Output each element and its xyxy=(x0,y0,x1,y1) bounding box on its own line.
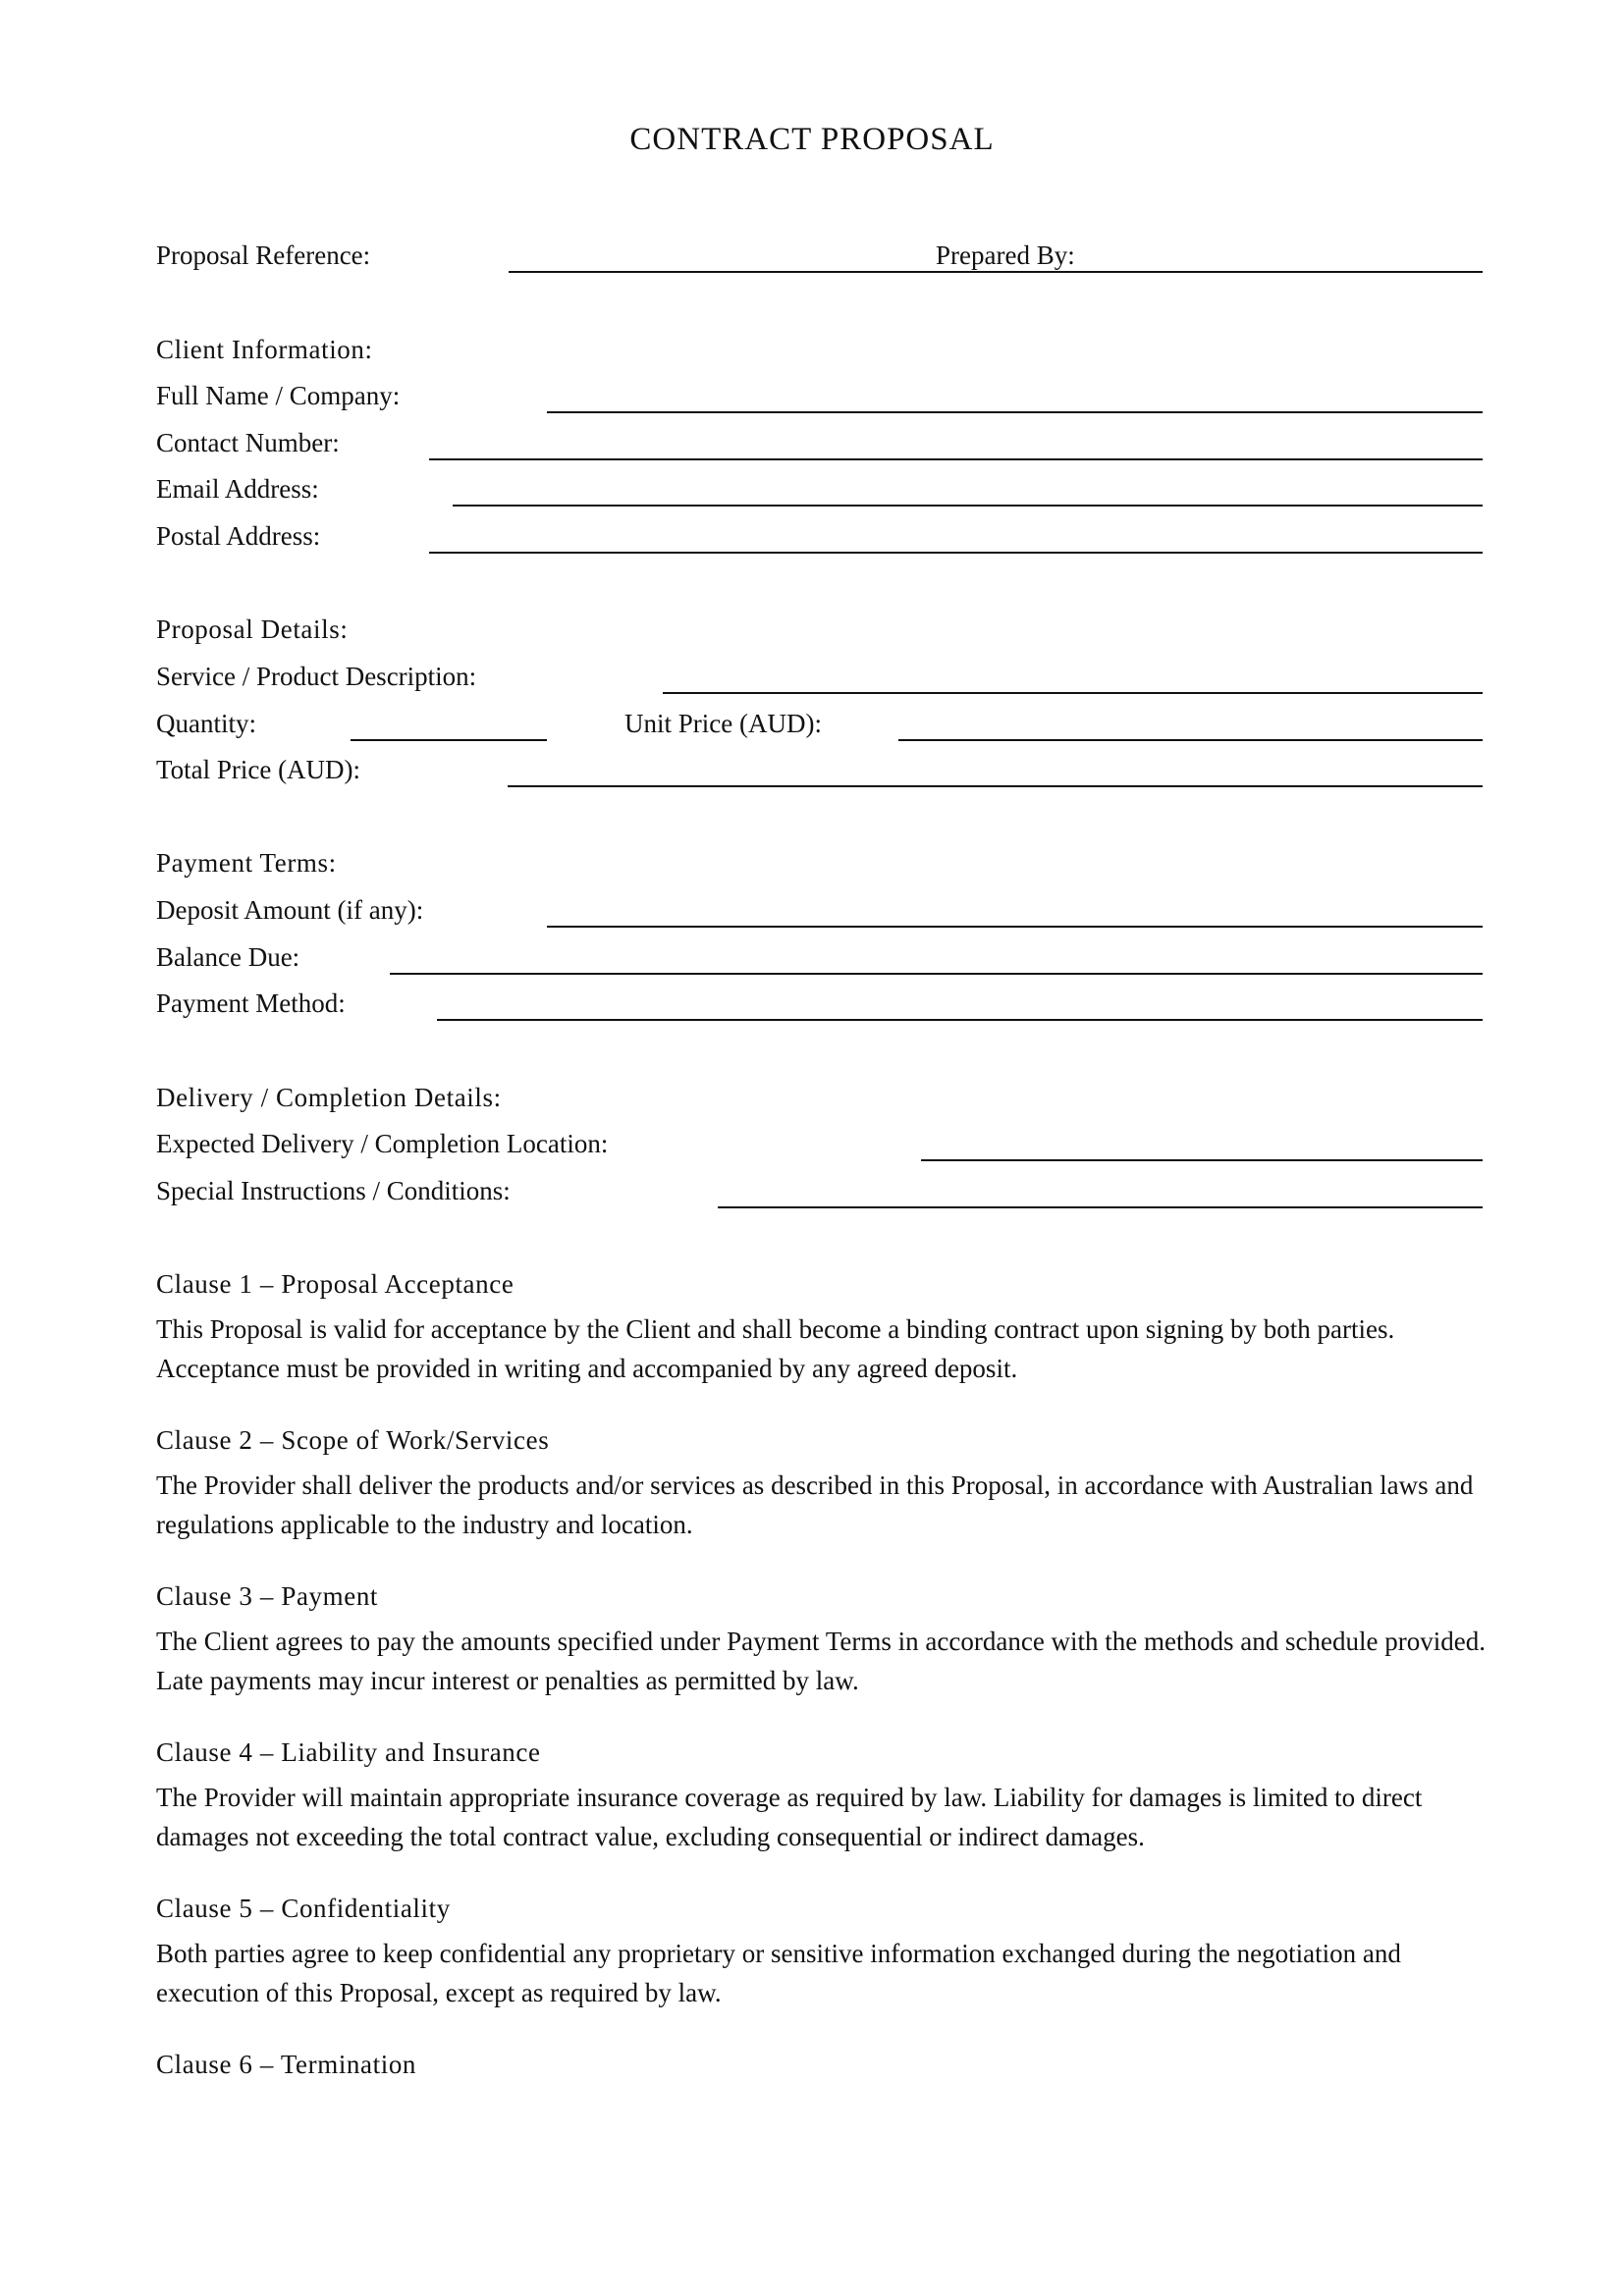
delivery-location-field[interactable] xyxy=(921,1159,1483,1161)
deposit-label: Deposit Amount (if any): xyxy=(156,895,424,925)
contact-number-label: Contact Number: xyxy=(156,428,340,457)
balance-due-field[interactable] xyxy=(390,973,1483,975)
unit-price-field[interactable] xyxy=(898,739,1483,741)
prepared-by-label: Prepared By: xyxy=(936,240,1075,270)
unit-price-label: Unit Price (AUD): xyxy=(624,709,822,738)
clause-5-body: Both parties agree to keep confidential any proprietary or sensitive information exchanged during the negotiation and execution of this Proposal, except as required by law. xyxy=(156,1939,1401,2007)
contact-number-field[interactable] xyxy=(429,458,1483,460)
clause-1-body: This Proposal is valid for acceptance by the Client and shall become a binding contract upon signing by both parties. Acceptance must be provided in writing and accompanied by any agreed deposit. xyxy=(156,1314,1395,1383)
full-name-label: Full Name / Company: xyxy=(156,381,401,410)
description-label: Service / Product Description: xyxy=(156,662,477,691)
clause-5-heading: Clause 5 – Confidentiality xyxy=(156,1894,451,1923)
balance-due-label: Balance Due: xyxy=(156,942,300,972)
payment-terms-heading: Payment Terms: xyxy=(156,848,337,878)
description-field[interactable] xyxy=(663,692,1483,694)
email-address-label: Email Address: xyxy=(156,474,319,504)
client-information-heading: Client Information: xyxy=(156,335,373,364)
quantity-field[interactable] xyxy=(351,739,547,741)
clause-3-body: The Client agrees to pay the amounts specified under Payment Terms in accordance with the methods and schedule provided. Late payments may incur interest or penalties as permitted by law. xyxy=(156,1627,1486,1695)
postal-address-field[interactable] xyxy=(429,552,1483,554)
special-instructions-field[interactable] xyxy=(718,1206,1483,1208)
document-title: CONTRACT PROPOSAL xyxy=(629,122,995,157)
full-name-field[interactable] xyxy=(547,411,1483,413)
proposal-reference-label: Proposal Reference: xyxy=(156,240,371,270)
clause-1-heading: Clause 1 – Proposal Acceptance xyxy=(156,1269,514,1299)
delivery-location-label: Expected Delivery / Completion Location: xyxy=(156,1129,609,1158)
clause-2-body: The Provider shall deliver the products and/or services as described in this Proposal, in accordance with Australian laws and regulations applicable to the industry and location. xyxy=(156,1470,1474,1539)
payment-method-label: Payment Method: xyxy=(156,988,346,1018)
email-address-field[interactable] xyxy=(453,505,1483,507)
special-instructions-label: Special Instructions / Conditions: xyxy=(156,1176,511,1205)
clause-2-heading: Clause 2 – Scope of Work/Services xyxy=(156,1425,550,1455)
clause-3-heading: Clause 3 – Payment xyxy=(156,1581,379,1611)
proposal-details-heading: Proposal Details: xyxy=(156,614,349,644)
total-price-field[interactable] xyxy=(508,785,1483,787)
clause-4-heading: Clause 4 – Liability and Insurance xyxy=(156,1737,541,1767)
payment-method-field[interactable] xyxy=(437,1019,1483,1021)
quantity-label: Quantity: xyxy=(156,709,256,738)
deposit-field[interactable] xyxy=(547,926,1483,928)
postal-address-label: Postal Address: xyxy=(156,521,321,551)
clause-6-heading: Clause 6 – Termination xyxy=(156,2050,417,2079)
delivery-heading: Delivery / Completion Details: xyxy=(156,1083,502,1112)
total-price-label: Total Price (AUD): xyxy=(156,755,361,784)
clause-4-body: The Provider will maintain appropriate insurance coverage as required by law. Liability for damages is limited to direct damages not exceeding the total contract value, excluding consequential or indirect damages. xyxy=(156,1783,1423,1851)
